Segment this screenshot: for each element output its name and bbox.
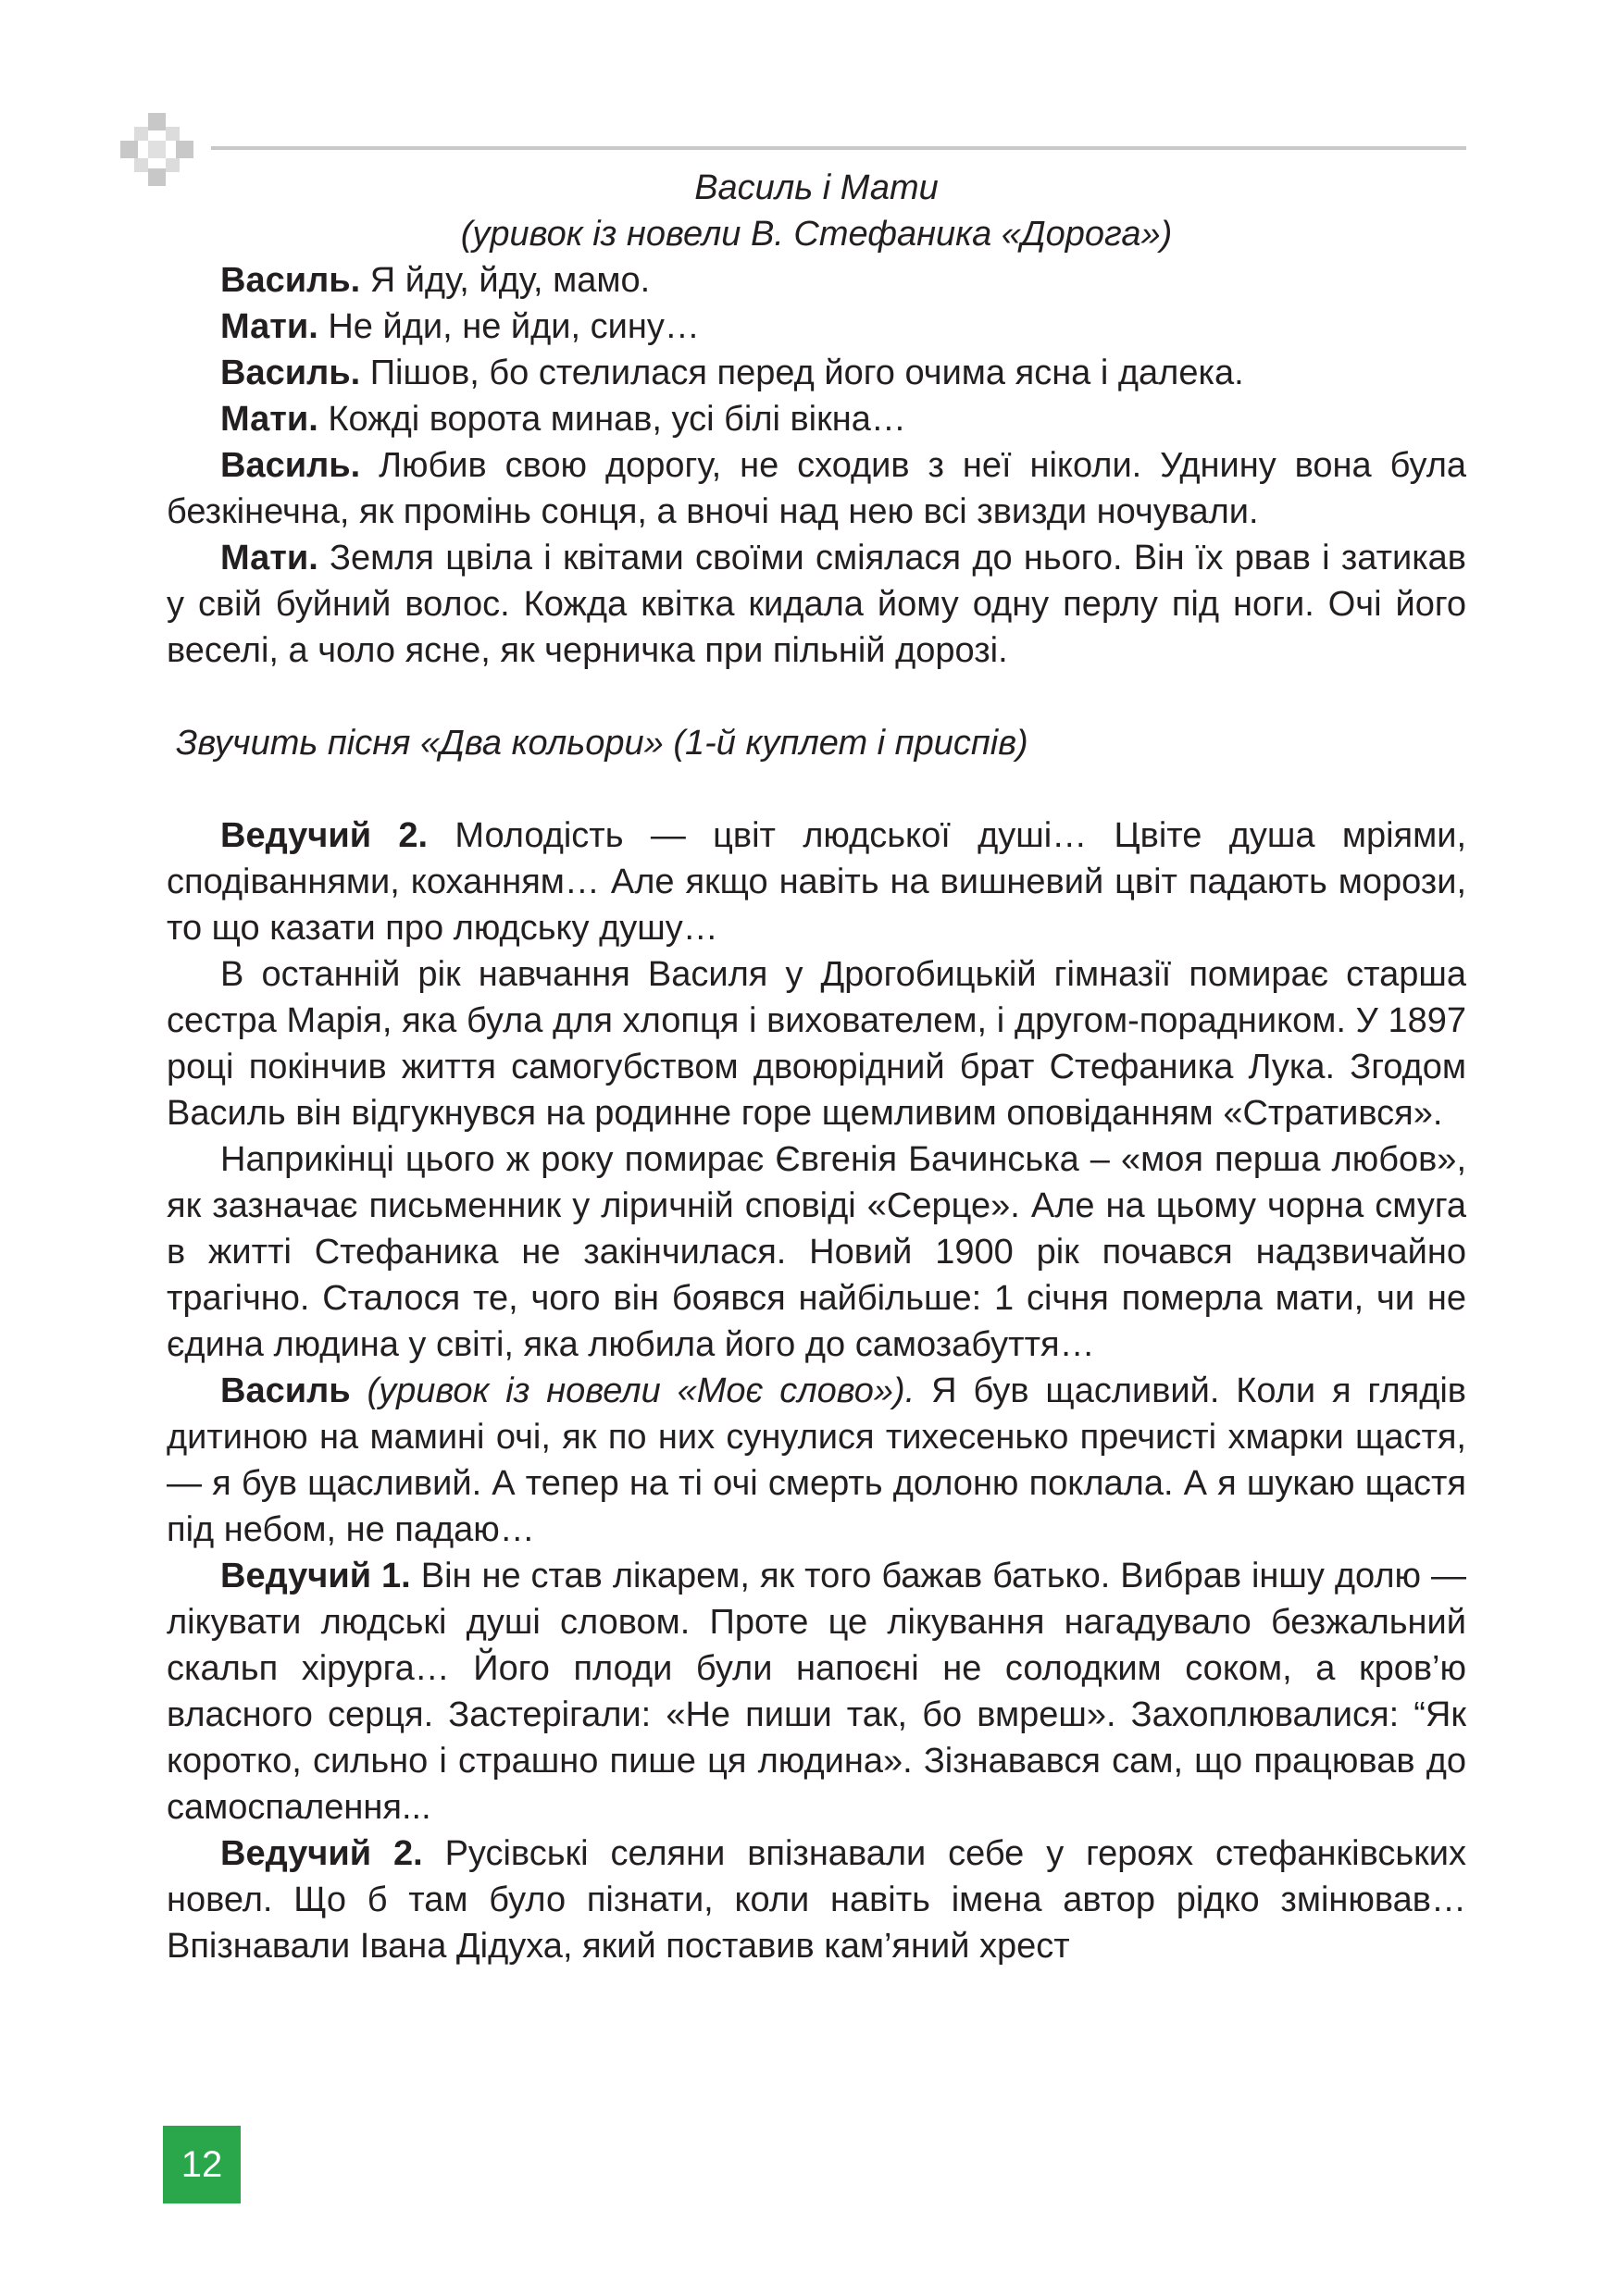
paragraph	[167, 813, 1466, 951]
stage-direction: Звучить пісня «Два кольори» (1-й куплет і приспів)	[176, 724, 1028, 763]
line-text: Любив свою дорогу, не сходив з неї ніколи. Уднину вона була безкінечна, як промінь сонця, а вночі над нею всі звизди ночували.	[167, 446, 1466, 531]
speaker: Мати.	[220, 400, 318, 439]
paragraph-text: Русівські селяни впізнавали себе у героях стефанківських новел. Що б там було пізнати, коли навіть імена автор рідко змінював… Впізнавали Івана Дідуха, який поставив кам’яний хрест	[167, 1834, 1466, 1966]
line-text: Кожді ворота минав, усі білі вікна…	[318, 400, 906, 439]
line-text: Земля цвіла і квітами своїми сміялася до нього. Він їх рвав і затикав у свій буйний волос. Кожда квітка кидала йому одну перлу під ноги. Очі його веселі, а чоло ясне, як черничка при пільній дорозі.	[167, 539, 1466, 670]
speaker: Мати.	[220, 539, 318, 577]
paragraph: В останній рік навчання Василя у Дрогобицькій гімназії помирає старша сестра Марія, яка була для хлопця і вихователем, і другом-порадником. У 1897 році покінчив життя самогубством двоюрідний брат Стефаника Лука. Згодом Василь він відгукнувся на родинне горе щемливим оповіданням «Стратився».	[167, 955, 1466, 1133]
dialogue-line	[167, 304, 1466, 350]
paragraph-text: Я був щасливий. Коли я глядів дитиною на мамині очі, як по них сунулися тихесенько пречисті хмарки щастя, — я був щасливий. А тепер на ті очі смерть долоню поклала. А я шукаю щастя під небом, не падаю…	[167, 1371, 1466, 1549]
dialogue-line	[167, 350, 1466, 396]
paragraph	[167, 1368, 1466, 1553]
page-body	[167, 165, 1466, 1969]
paragraph: Наприкінці цього ж року помирає Євгенія Бачинська – «моя перша любов», як зазначає письменник у ліричній сповіді «Серце». Але на цьому чорна смуга в житті Стефаника не закінчилася. Новий 1900 рік почався надзвичайно трагічно. Сталося те, чого він боявся найбільше: 1 січня померла мати, чи не єдина людина у світі, яка любила його до самозабуття…	[167, 1140, 1466, 1364]
header-rule	[211, 146, 1466, 150]
line-text: Пішов, бо стелилася перед його очима ясна і далека.	[360, 354, 1244, 392]
dialogue-line	[167, 442, 1466, 535]
dialogue-line	[167, 396, 1466, 442]
line-text: Не йди, не йди, сину…	[318, 307, 700, 346]
speaker: Василь	[220, 1371, 351, 1410]
speaker: Ведучий 2.	[220, 816, 429, 855]
speaker: Василь.	[220, 446, 361, 485]
paragraph-text: Молодість — цвіт людської душі… Цвіте душа мріями, сподіваннями, коханням… Але якщо навіть на вишневий цвіт падають морози, то що казати про людську душу…	[167, 816, 1467, 948]
paragraph-text: Він не став лікарем, як того бажав батько. Вибрав іншу долю — лікувати людські душі словом. Проте це лікування нагадувало безжальний скальп хірурга… Його плоди були напоєні не солодким соком, а кров’ю власного серця. Застерігали: «Не пиши так, бо вмреш». Захоплювалися: “Як коротко, сильно і страшно пише ця людина». Зізнавався сам, що працював до самоспалення...	[167, 1557, 1466, 1827]
line-text: Я йду, йду, мамо.	[360, 261, 651, 300]
speaker: Ведучий 1.	[220, 1557, 411, 1595]
paragraph	[167, 1553, 1466, 1831]
dialogue-line	[167, 535, 1466, 674]
dialogue-line	[167, 257, 1466, 304]
source-note: (уривок із новели «Моє слово»).	[350, 1371, 915, 1410]
scene-subtitle: (уривок із новели В. Стефаника «Дорога»)	[460, 215, 1173, 254]
speaker: Мати.	[220, 307, 318, 346]
paragraph	[167, 1831, 1466, 1969]
speaker: Василь.	[220, 354, 361, 392]
page-number: 12	[163, 2126, 241, 2203]
speaker: Василь.	[220, 261, 361, 300]
speaker: Ведучий 2.	[220, 1834, 423, 1873]
scene-title: Василь і Мати	[694, 168, 939, 207]
